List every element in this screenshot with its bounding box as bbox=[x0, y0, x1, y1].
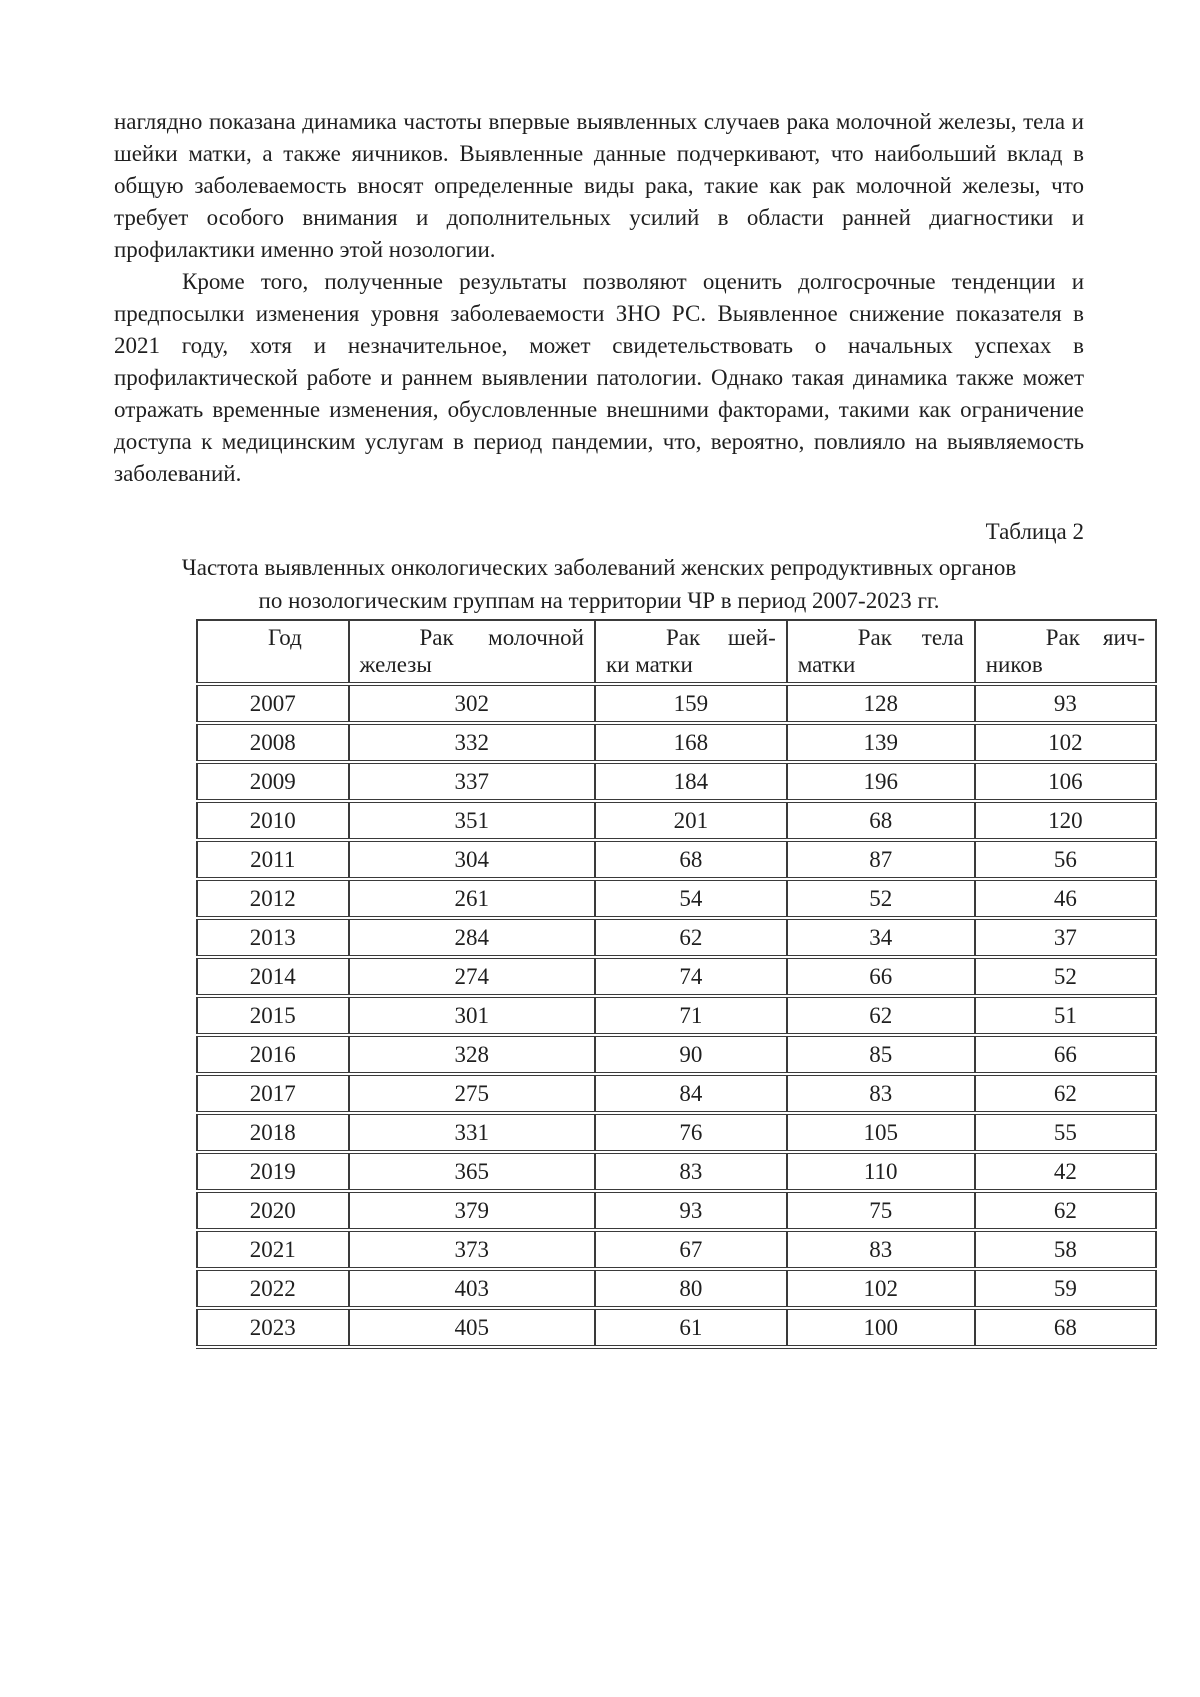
value-cell: 261 bbox=[349, 879, 595, 918]
value-cell: 83 bbox=[787, 1074, 975, 1113]
value-cell: 68 bbox=[787, 801, 975, 840]
header-year-line1: Год bbox=[268, 625, 302, 650]
value-cell: 75 bbox=[787, 1191, 975, 1230]
table-row bbox=[197, 723, 1156, 762]
table-row bbox=[197, 1113, 1156, 1152]
value-cell: 71 bbox=[595, 996, 787, 1035]
table-row bbox=[197, 996, 1156, 1035]
value-cell: 84 bbox=[595, 1074, 787, 1113]
header-uterus-line2: матки bbox=[797, 652, 856, 677]
year-cell: 2012 bbox=[197, 879, 349, 918]
header-breast-line1: Рак молочной bbox=[419, 625, 584, 650]
value-cell: 87 bbox=[787, 840, 975, 879]
value-cell: 328 bbox=[349, 1035, 595, 1074]
year-cell: 2014 bbox=[197, 957, 349, 996]
value-cell: 100 bbox=[787, 1308, 975, 1347]
value-cell: 58 bbox=[975, 1230, 1156, 1269]
year-cell: 2018 bbox=[197, 1113, 349, 1152]
header-uterus-line1: Рак тела bbox=[857, 625, 964, 650]
table-title-line1: Частота выявленных онкологических заболеваний женских репродуктивных органов bbox=[181, 555, 1017, 580]
header-cell-breast-cancer bbox=[349, 620, 595, 684]
table-label: Таблица 2 bbox=[985, 519, 1084, 544]
value-cell: 128 bbox=[787, 684, 975, 723]
header-ovary-line2: ников bbox=[985, 652, 1043, 677]
value-cell: 46 bbox=[975, 879, 1156, 918]
value-cell: 275 bbox=[349, 1074, 595, 1113]
value-cell: 403 bbox=[349, 1269, 595, 1308]
table-row bbox=[197, 1269, 1156, 1308]
year-cell: 2010 bbox=[197, 801, 349, 840]
value-cell: 54 bbox=[595, 879, 787, 918]
table-row bbox=[197, 762, 1156, 801]
year-cell: 2022 bbox=[197, 1269, 349, 1308]
table-row bbox=[197, 840, 1156, 879]
header-cell-ovarian-cancer bbox=[975, 620, 1156, 684]
value-cell: 93 bbox=[595, 1191, 787, 1230]
value-cell: 196 bbox=[787, 762, 975, 801]
value-cell: 74 bbox=[595, 957, 787, 996]
table-row bbox=[197, 1152, 1156, 1191]
year-cell: 2008 bbox=[197, 723, 349, 762]
value-cell: 37 bbox=[975, 918, 1156, 957]
value-cell: 59 bbox=[975, 1269, 1156, 1308]
value-cell: 66 bbox=[975, 1035, 1156, 1074]
value-cell: 110 bbox=[787, 1152, 975, 1191]
year-cell: 2015 bbox=[197, 996, 349, 1035]
value-cell: 159 bbox=[595, 684, 787, 723]
year-cell: 2009 bbox=[197, 762, 349, 801]
table-row bbox=[197, 801, 1156, 840]
table-header-row bbox=[197, 620, 1156, 684]
paragraph-1: наглядно показана динамика частоты впервые выявленных случаев рака молочной железы, тела и шейки матки, а также яичников. Выявленные данные подчеркивают, что наибольший вклад в общую заболеваемость вносят определенные виды рака, такие как рак молочной железы, что требует особого внимания и дополнительных усилий в области ранней диагностики и профилактики именно этой нозологии. bbox=[114, 109, 1084, 262]
value-cell: 85 bbox=[787, 1035, 975, 1074]
table-row bbox=[197, 1308, 1156, 1347]
header-cell-year bbox=[197, 620, 349, 684]
header-cell-uterine-body-cancer bbox=[787, 620, 975, 684]
paragraph-2: Кроме того, полученные результаты позволяют оценить долгосрочные тенденции и предпосылки изменения уровня заболеваемости ЗНО РС. Выявленное снижение показателя в 2021 году, хотя и незначительное, может свидетельствовать о начальных успехах в профилактической работе и раннем выявлении патологии. Однако такая динамика также может отражать временные изменения, обусловленные внешними факторами, такими как ограничение доступа к медицинским услугам в период пандемии, что, вероятно, повлияло на выявляемость заболеваний. bbox=[114, 269, 1084, 486]
table-body bbox=[197, 684, 1156, 1347]
year-cell: 2021 bbox=[197, 1230, 349, 1269]
value-cell: 379 bbox=[349, 1191, 595, 1230]
value-cell: 52 bbox=[975, 957, 1156, 996]
value-cell: 105 bbox=[787, 1113, 975, 1152]
value-cell: 66 bbox=[787, 957, 975, 996]
value-cell: 337 bbox=[349, 762, 595, 801]
value-cell: 55 bbox=[975, 1113, 1156, 1152]
value-cell: 274 bbox=[349, 957, 595, 996]
incidence-table bbox=[196, 619, 1157, 1349]
year-cell: 2017 bbox=[197, 1074, 349, 1113]
table-title-line2: по нозологическим группам на территории ЧР в период 2007-2023 гг. bbox=[258, 588, 940, 613]
value-cell: 301 bbox=[349, 996, 595, 1035]
year-cell: 2007 bbox=[197, 684, 349, 723]
value-cell: 168 bbox=[595, 723, 787, 762]
year-cell: 2016 bbox=[197, 1035, 349, 1074]
value-cell: 284 bbox=[349, 918, 595, 957]
table-row bbox=[197, 918, 1156, 957]
value-cell: 365 bbox=[349, 1152, 595, 1191]
value-cell: 61 bbox=[595, 1308, 787, 1347]
table-row bbox=[197, 879, 1156, 918]
year-cell: 2020 bbox=[197, 1191, 349, 1230]
value-cell: 120 bbox=[975, 801, 1156, 840]
value-cell: 62 bbox=[595, 918, 787, 957]
value-cell: 90 bbox=[595, 1035, 787, 1074]
value-cell: 34 bbox=[787, 918, 975, 957]
value-cell: 351 bbox=[349, 801, 595, 840]
value-cell: 201 bbox=[595, 801, 787, 840]
year-cell: 2013 bbox=[197, 918, 349, 957]
value-cell: 184 bbox=[595, 762, 787, 801]
value-cell: 332 bbox=[349, 723, 595, 762]
value-cell: 68 bbox=[595, 840, 787, 879]
value-cell: 83 bbox=[595, 1152, 787, 1191]
value-cell: 373 bbox=[349, 1230, 595, 1269]
table-row bbox=[197, 957, 1156, 996]
header-cervix-line2: ки матки bbox=[605, 652, 693, 677]
value-cell: 302 bbox=[349, 684, 595, 723]
value-cell: 139 bbox=[787, 723, 975, 762]
header-breast-line2: железы bbox=[359, 652, 432, 677]
value-cell: 68 bbox=[975, 1308, 1156, 1347]
header-cell-cervical-cancer bbox=[595, 620, 787, 684]
table-title bbox=[114, 551, 1084, 617]
value-cell: 51 bbox=[975, 996, 1156, 1035]
value-cell: 304 bbox=[349, 840, 595, 879]
table-row bbox=[197, 1074, 1156, 1113]
value-cell: 56 bbox=[975, 840, 1156, 879]
table-row bbox=[197, 1035, 1156, 1074]
value-cell: 62 bbox=[975, 1074, 1156, 1113]
table-row bbox=[197, 1230, 1156, 1269]
value-cell: 405 bbox=[349, 1308, 595, 1347]
year-cell: 2011 bbox=[197, 840, 349, 879]
value-cell: 331 bbox=[349, 1113, 595, 1152]
header-ovary-line1: Рак яич- bbox=[1045, 625, 1145, 650]
value-cell: 102 bbox=[975, 723, 1156, 762]
table-row bbox=[197, 1191, 1156, 1230]
value-cell: 93 bbox=[975, 684, 1156, 723]
value-cell: 42 bbox=[975, 1152, 1156, 1191]
year-cell: 2023 bbox=[197, 1308, 349, 1347]
value-cell: 83 bbox=[787, 1230, 975, 1269]
header-cervix-line1: Рак шей- bbox=[665, 625, 776, 650]
value-cell: 67 bbox=[595, 1230, 787, 1269]
value-cell: 62 bbox=[787, 996, 975, 1035]
table-row bbox=[197, 684, 1156, 723]
year-cell: 2019 bbox=[197, 1152, 349, 1191]
value-cell: 76 bbox=[595, 1113, 787, 1152]
value-cell: 102 bbox=[787, 1269, 975, 1308]
value-cell: 80 bbox=[595, 1269, 787, 1308]
value-cell: 62 bbox=[975, 1191, 1156, 1230]
value-cell: 106 bbox=[975, 762, 1156, 801]
value-cell: 52 bbox=[787, 879, 975, 918]
